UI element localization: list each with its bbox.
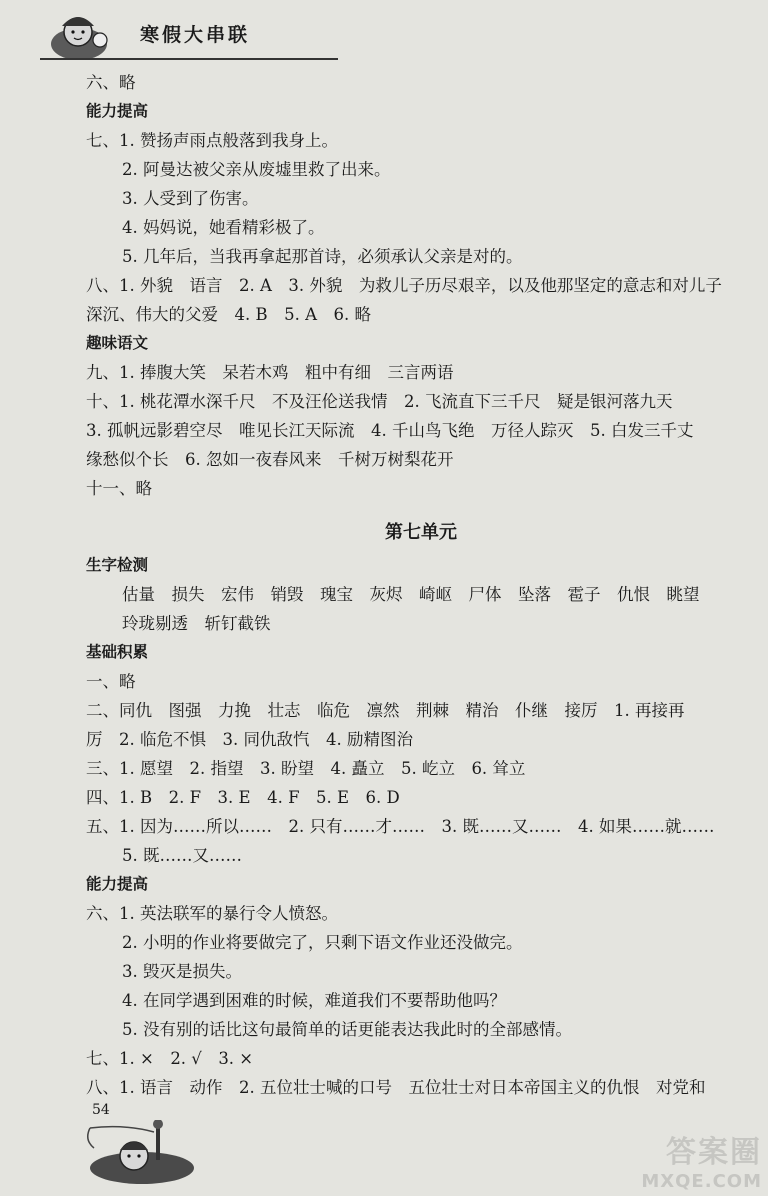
- answer-line: 七、1. × 2. √ 3. ×: [86, 1049, 254, 1068]
- watermark-top: 答案圈: [666, 1135, 762, 1170]
- answer-line: 八、1. 外貌 语言 2. A 3. 外貌 为救儿子历尽艰辛，以及他那坚定的意志和对儿子: [86, 276, 722, 295]
- header-rule: [40, 58, 338, 60]
- answer-line: 十一、略: [86, 479, 152, 498]
- header-title: 寒假大串联: [140, 24, 251, 46]
- answer-line: 4. 妈妈说，她看精彩极了。: [122, 218, 325, 237]
- answer-line: 六、1. 英法联军的暴行令人愤怒。: [86, 904, 338, 923]
- answer-line: 十、1. 桃花潭水深千尺 不及汪伦送我情 2. 飞流直下三千尺 疑是银河落九天: [86, 392, 673, 411]
- answer-content: [86, 72, 756, 1106]
- answer-line: 估量 损失 宏伟 销毁 瑰宝 灰烬 崎岖 尸体 坠落 雹子 仇恨 眺望: [122, 585, 700, 604]
- answer-line: 五、1. 因为……所以…… 2. 只有……才…… 3. 既……又…… 4. 如果……就……: [86, 817, 715, 836]
- section-heading: 趣味语文: [86, 334, 149, 352]
- answer-line: 二、同仇 图强 力挽 壮志 临危 凛然 荆棘 精治 仆继 接厉 1. 再接再: [86, 701, 685, 720]
- section-heading: 生字检测: [86, 556, 149, 574]
- section-heading: 能力提高: [86, 102, 149, 120]
- answer-line: 六、略: [86, 73, 136, 92]
- answer-line: 七、1. 赞扬声雨点般落到我身上。: [86, 131, 338, 150]
- section-heading: 能力提高: [86, 875, 149, 893]
- answer-line: 3. 毁灭是损失。: [122, 962, 242, 981]
- page-footer: [80, 1096, 240, 1192]
- answer-line: 3. 孤帆远影碧空尽 唯见长江天际流 4. 千山鸟飞绝 万径人踪灭 5. 白发三千丈: [86, 421, 694, 440]
- watermark-url: MXQE.COM: [641, 1171, 762, 1192]
- answer-line: 深沉、伟大的父爱 4. B 5. A 6. 略: [86, 305, 372, 324]
- answer-line: 缘愁似个长 6. 忽如一夜春风来 千树万树梨花开: [86, 450, 454, 469]
- mascot-bottom-icon: [84, 1120, 204, 1186]
- mascot-top-icon: [48, 10, 110, 62]
- answer-line: 一、略: [86, 672, 136, 691]
- answer-line: 2. 阿曼达被父亲从废墟里救了出来。: [122, 160, 391, 179]
- answer-line: 玲珑剔透 斩钉截铁: [122, 614, 271, 633]
- watermark: [641, 1127, 762, 1192]
- answer-line: 八、1. 语言 动作 2. 五位壮士喊的口号 五位壮士对日本帝国主义的仇恨 对党和: [86, 1078, 706, 1097]
- page-header: [40, 6, 340, 64]
- unit-title: 第七单元: [385, 522, 457, 543]
- answer-line: 3. 人受到了伤害。: [122, 189, 259, 208]
- answer-line: 九、1. 捧腹大笑 呆若木鸡 粗中有细 三言两语: [86, 363, 454, 382]
- page-number: 54: [92, 1102, 110, 1118]
- answer-line: 四、1. B 2. F 3. E 4. F 5. E 6. D: [86, 788, 400, 807]
- answer-line: 5. 几年后，当我再拿起那首诗，必须承认父亲是对的。: [122, 247, 523, 266]
- section-heading: 基础积累: [86, 643, 149, 661]
- answer-line: 4. 在同学遇到困难的时候，难道我们不要帮助他吗？: [122, 991, 506, 1010]
- answer-line: 厉 2. 临危不惧 3. 同仇敌忾 4. 励精图治: [86, 730, 413, 749]
- answer-line: 2. 小明的作业将要做完了，只剩下语文作业还没做完。: [122, 933, 523, 952]
- answer-line: 三、1. 愿望 2. 指望 3. 盼望 4. 矗立 5. 屹立 6. 耸立: [86, 759, 526, 778]
- answer-line: 5. 没有别的话比这句最简单的话更能表达我此时的全部感情。: [122, 1020, 572, 1039]
- answer-line: 5. 既……又……: [122, 846, 242, 865]
